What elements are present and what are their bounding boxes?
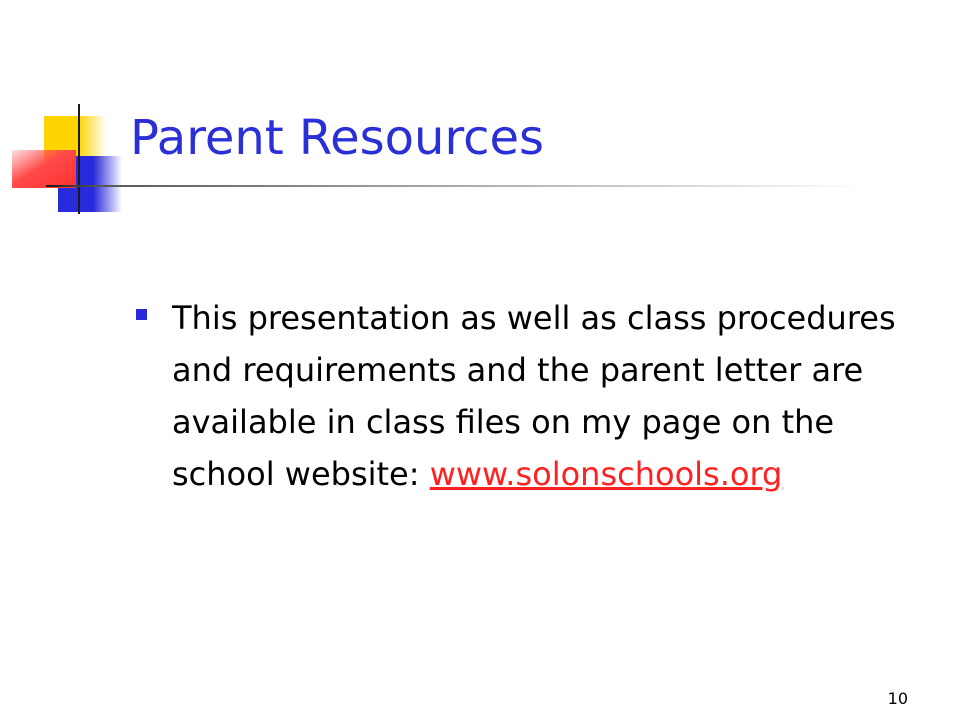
bullet-list [134,292,914,500]
slide-title: Parent Resources [130,110,545,166]
bullet-text: This presentation as well as class procedures and requirements and the parent letter are available in class files on my page on the school website: [172,299,896,493]
school-website-link[interactable]: www.solonschools.org [429,455,783,493]
title-underline-rule [46,185,866,187]
square-bullet-icon [136,309,147,320]
red-square [12,150,76,188]
vertical-rule [78,104,80,214]
bullet-item [134,292,914,500]
page-number: 10 [887,689,908,708]
